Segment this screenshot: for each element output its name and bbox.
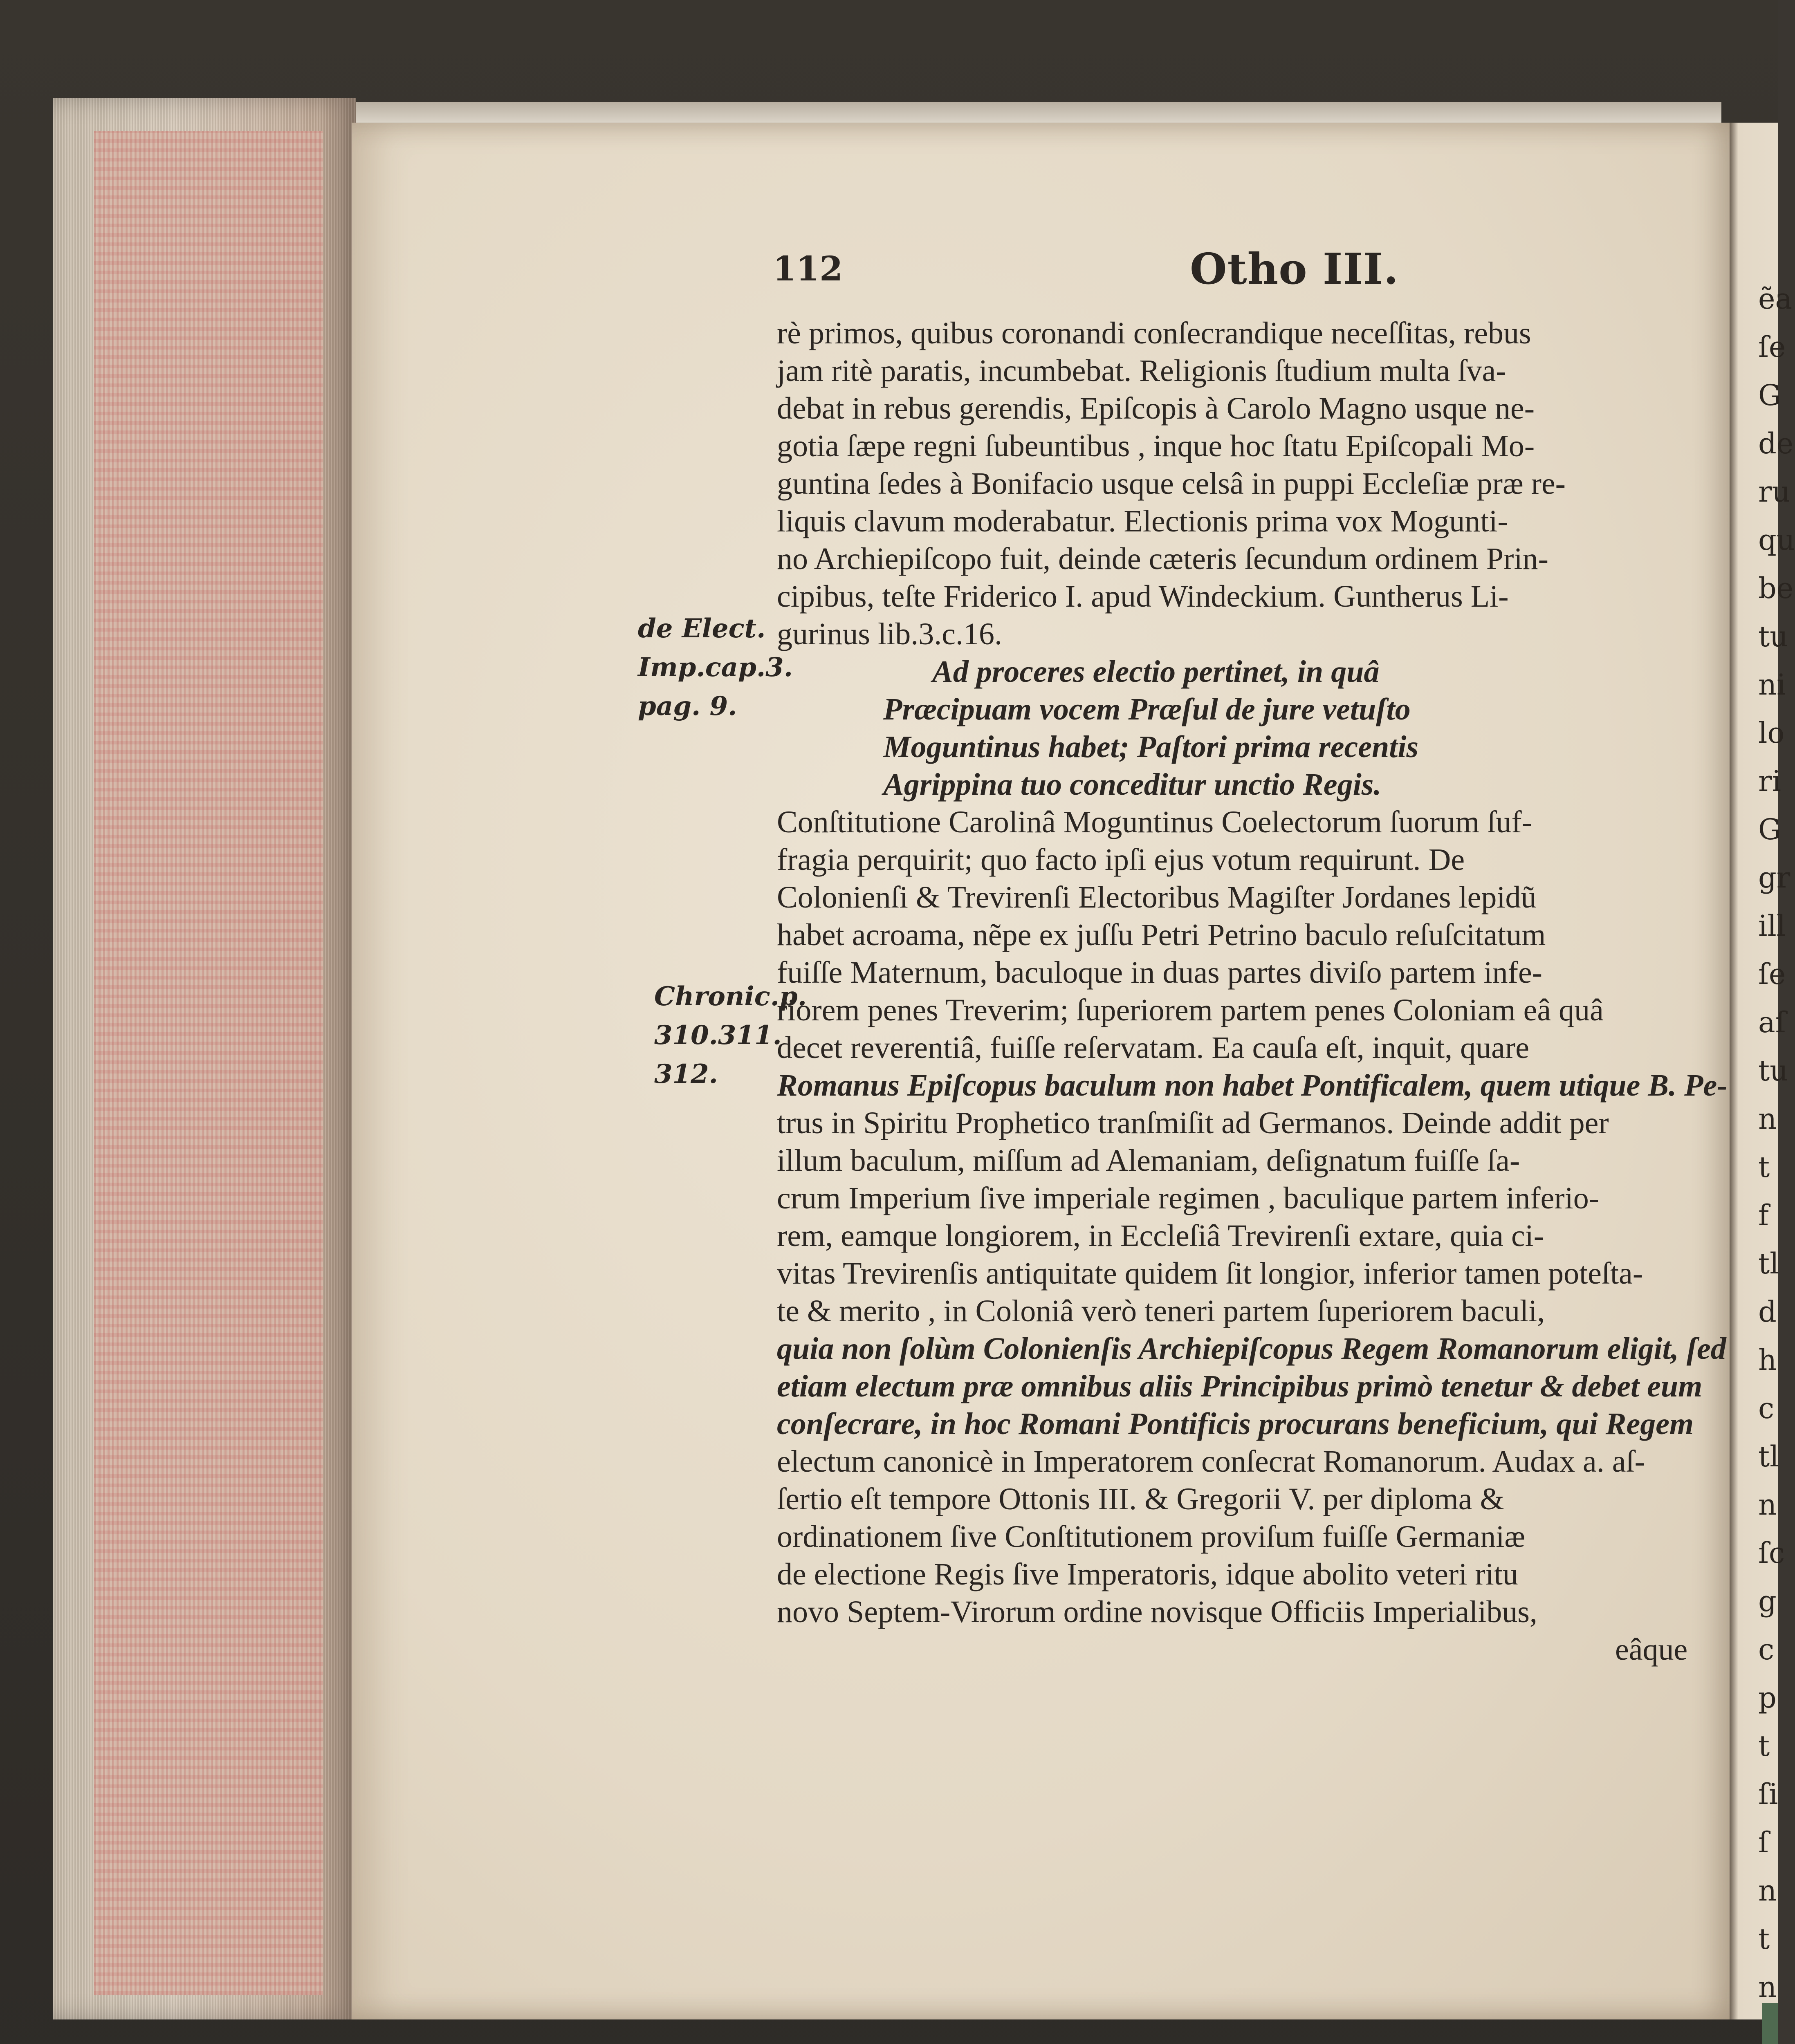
text-line: gotia ſæpe regni ſubeuntibus , inque hoc ſtatu Epiſcopali Mo- xyxy=(777,429,1535,463)
text-line: liquis clavum moderabatur. Electionis prima vox Mogunti- xyxy=(777,504,1508,538)
facing-page-fragment: n xyxy=(1758,1102,1777,1136)
text-line: illum baculum, miſſum ad Alemaniam, deſignatum fuiſſe ſa- xyxy=(777,1143,1520,1178)
text-line: te & merito , in Coloniâ verò teneri partem ſuperiorem baculi, xyxy=(777,1294,1545,1328)
facing-page-fragment: d xyxy=(1758,1295,1777,1329)
text-line: conſecrare, in hoc Romani Pontificis procurans beneficium, qui Regem xyxy=(777,1407,1694,1441)
text-line: electum canonicè in Imperatorem conſecrat Romanorum. Audax a. aſ- xyxy=(777,1444,1645,1479)
text-line: habet acroama, nẽpe ex juſſu Petri Petrino baculo reſuſcitatum xyxy=(777,918,1546,952)
text-line: riorem penes Treverim; ſuperiorem partem penes Coloniam eâ quâ xyxy=(777,993,1604,1027)
text-line: fuiſſe Maternum, baculoque in duas partes diviſo partem infe- xyxy=(777,955,1542,990)
page-header xyxy=(773,244,1697,315)
facing-page-fragment: ni xyxy=(1758,668,1786,702)
text-line: cipibus, teſte Friderico I. apud Windeckium. Guntherus Li- xyxy=(777,579,1509,614)
text-line: quia non ſolùm Colonienſis Archiepiſcopus Regem Romanorum eligit, ſed xyxy=(777,1331,1726,1366)
facing-page-fragment: be xyxy=(1758,572,1794,605)
text-line: decet reverentiâ, fuiſſe reſervatam. Ea cauſa eſt, inquit, quare xyxy=(777,1031,1529,1065)
catchword: eâque xyxy=(1615,1632,1688,1667)
text-line: debat in rebus gerendis, Epiſcopis à Carolo Magno usque ne- xyxy=(777,391,1535,426)
margin-note: 310.311. xyxy=(654,1020,782,1051)
facing-page-fragment: ſi xyxy=(1758,1777,1778,1811)
text-line: novo Septem-Virorum ordine novisque Officiis Imperialibus, xyxy=(777,1595,1537,1629)
margin-note: Imp.cap.3. xyxy=(638,652,793,683)
facing-page-fragment: n xyxy=(1758,1488,1777,1522)
facing-page-fragment: tu xyxy=(1758,1054,1788,1087)
facing-page-fragment: ru xyxy=(1758,475,1791,509)
running-title: Otho III. xyxy=(1190,244,1399,294)
text-line: Conſtitutione Carolinâ Moguntinus Coelectorum ſuorum ſuf- xyxy=(777,805,1532,839)
facing-page-fragment: h xyxy=(1758,1343,1777,1377)
facing-page-fragment: n xyxy=(1758,1970,1777,2004)
facing-page-fragment: tl xyxy=(1758,1440,1779,1473)
facing-page-fragment: f xyxy=(1758,1199,1769,1232)
text-line: trus in Spiritu Prophetico tranſmiſit ad Germanos. Deinde addit per xyxy=(777,1106,1609,1140)
facing-page-fragment: ẽa xyxy=(1758,282,1793,316)
text-line: vitas Trevirenſis antiquitate quidem ſit longior, inferior tamen poteſta- xyxy=(777,1256,1643,1291)
facing-page-fragment: ſe xyxy=(1758,330,1786,364)
text-line: ſertio eſt tempore Ottonis III. & Gregorii V. per diploma & xyxy=(777,1482,1504,1516)
poem-line: Ad proceres electio pertinet, in quâ xyxy=(932,654,1380,689)
facing-page-fragment: G xyxy=(1758,813,1781,846)
facing-page-fragment: ſ xyxy=(1758,1826,1769,1859)
facing-page-fragment: ſc xyxy=(1758,1536,1785,1570)
facing-page-fragment: gr xyxy=(1758,861,1791,894)
facing-page-fragment: de xyxy=(1758,427,1794,460)
facing-page-fragment: t xyxy=(1758,1729,1770,1763)
facing-page-fragment: g xyxy=(1758,1585,1777,1618)
facing-page-fragment: ri xyxy=(1758,764,1781,798)
facing-page-fragment: tu xyxy=(1758,620,1788,653)
text-line: Colonienſi & Trevirenſi Electoribus Magiſter Jordanes lepidũ xyxy=(777,880,1537,914)
text-line: Romanus Epiſcopus baculum non habet Pontificalem, quem utique B. Pe- xyxy=(777,1068,1728,1103)
facing-page-fragment: p xyxy=(1758,1681,1777,1715)
margin-note: de Elect. xyxy=(638,613,766,644)
text-line: etiam electum præ omnibus aliis Principibus primò tenetur & debet eum xyxy=(777,1369,1703,1403)
red-sprinkled-edge xyxy=(94,131,323,1995)
margin-note: pag. 9. xyxy=(638,691,737,722)
facing-page-fragment: c xyxy=(1758,1633,1775,1666)
facing-page-fragment: G xyxy=(1758,379,1781,412)
margin-note: Chronic.p. xyxy=(654,981,807,1012)
text-line: rè primos, quibus coronandi conſecrandique neceſſitas, rebus xyxy=(777,316,1531,350)
text-line: de electione Regis ſive Imperatoris, idque abolito veteri ritu xyxy=(777,1557,1518,1591)
facing-page-fragment: ill xyxy=(1758,909,1786,943)
text-line: guntina ſedes à Bonifacio usque celsâ in puppi Eccleſiæ præ re- xyxy=(777,466,1566,501)
facing-page-fragment: t xyxy=(1758,1150,1770,1184)
poem-line: Moguntinus habet; Paſtori prima recentis xyxy=(883,730,1419,764)
facing-page-fragment: qu xyxy=(1758,523,1795,557)
green-cloth-edge xyxy=(1762,2003,1778,2044)
facing-page-fragment: n xyxy=(1758,1874,1777,1907)
text-line: gurinus lib.3.c.16. xyxy=(777,617,1002,651)
facing-page-fragment: aſ xyxy=(1758,1006,1786,1039)
margin-note: 312. xyxy=(654,1059,718,1089)
facing-page-fragment: ſe xyxy=(1758,957,1786,991)
facing-page-fragment: lo xyxy=(1758,716,1785,750)
poem-line: Agrippina tuo conceditur unctio Regis. xyxy=(883,767,1382,802)
text-line: rem, eamque longiorem, in Eccleſiâ Trevirenſi extare, quia ci- xyxy=(777,1219,1544,1253)
text-line: crum Imperium ſive imperiale regimen , baculique partem inferio- xyxy=(777,1181,1600,1215)
poem-line: Præcipuam vocem Præſul de jure vetuſto xyxy=(883,692,1411,726)
text-line: fragia perquirit; quo facto ipſi ejus votum requirunt. De xyxy=(777,843,1465,877)
text-line: jam ritè paratis, incumbebat. Religionis ſtudium multa ſva- xyxy=(777,354,1506,388)
text-line: ordinationem ſive Conſtitutionem proviſum fuiſſe Germaniæ xyxy=(777,1520,1526,1554)
facing-page-fragment: t xyxy=(1758,1922,1770,1956)
facing-page-fragment: tl xyxy=(1758,1247,1779,1280)
text-line: no Archiepiſcopo fuit, deinde cæteris ſecundum ordinem Prin- xyxy=(777,542,1548,576)
facing-page-fragment: c xyxy=(1758,1392,1775,1425)
page-number: 112 xyxy=(773,249,843,289)
